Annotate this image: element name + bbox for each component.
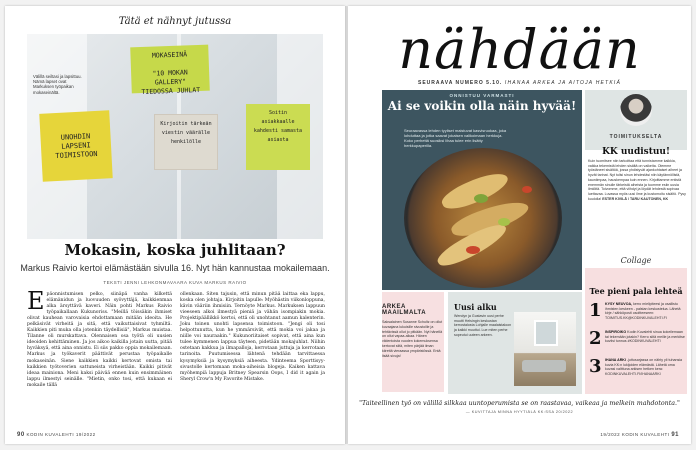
tip-body: kerro mielipiteesi ja osallistu ihmisten keskeen - palstan keskustelua. Lähetä kirje / sähköposti osoitteeseen: TOIMITUS.KK@KODINKUVALEHTI.FI — [605, 302, 681, 320]
sofa-image — [522, 360, 566, 372]
avatar — [620, 94, 652, 126]
subtitle-prefix: SEURAAVA NUMERO 5.10. — [418, 80, 503, 86]
tip-lead: IHANA ARKI — [605, 358, 626, 362]
feature-title: Ai se voikin olla näin hyvää! — [387, 99, 577, 113]
note-text: Soitin asiakkaalle kahdesti samasta asiasta — [253, 110, 303, 143]
living-room-image — [514, 312, 576, 386]
drop-cap: E — [27, 287, 45, 315]
pull-quote: "Taiteellinen työ on välillä silkkaa uuntoperumista se on raastavaa, vaikeaa ja melkein mahdotonta." — [359, 400, 680, 407]
page-folio — [600, 432, 679, 438]
article-body — [27, 287, 325, 389]
tip-lead: KYSY NEUVOA, — [605, 302, 633, 306]
photo-caption: Välillä seiltasi ja lapsittuu. Nämä lapset ovat Markuksen työpaikan mokaseinältä. — [33, 74, 82, 95]
tip-body: -juttusarjassa on nähty yli tuhansia kuvia KK:n lukijoiden elämästä. Lähetä oma kuvasi valittuna arkisen hetken kera: KODINKUVALEHTI.FI/IHANAARKI — [605, 358, 683, 376]
article-subheadline: Markus Raivio kertoi elämästään sivulla 16. Nyt hän kannustaa mokailemaan. — [20, 263, 330, 273]
page-title: nähdään — [398, 18, 641, 81]
sticky-note-unohdin — [39, 110, 112, 182]
garnish-image — [474, 194, 488, 203]
toimitus-title: KK uudistuu! — [602, 147, 670, 157]
tip-text — [605, 330, 685, 344]
toimitus-body: Kuin tuomitsee niin tarkoittaa että tunnistamme kaikkia, vaikka tekemistä lehden sisältä on vaikeita. Olemme työstäneet sisältöä, jossa yhdistyvät ajankohtaiset aiheet ja hyvät tarinat. Nyt tulisi sinun lehdestäsi niin käytännöllistä, kauniimpaa, hauskempaa kuin ennen. Kirjoittamme entistä enemmän sinulle tärkeistä aiheista ja tuomme esiin uusia ilmiöitä. Toivomme, että viihdyt ja löydät lehdestä sopivaa luettavaa. Luvassa myös uusi ilme ja kustomoitu sisältö. Pysy kuulolla! — [588, 159, 686, 201]
body-text: päonnistumisen pelko, siinäpä vanha kilkettä elämänidun ja luovuuden syövyttäjä, kaikkienmaa alka ärsyttävä kaveri. Näin pohti Markus Raivio työpaikallaan Kukunoriss. "Meillä töissäkin ihmiset olivat kauhean varovaisia ehdottamaan mitään ideoita. He pelkäsivät virheitä ja sitä, että vaikuttaisivat tyhmiltä. Kaikkien piti muka olla jotenkin täydellisiä", Markus muistaa. Tilanne oli murskattava. Olennaisen osa työtä oli uusien ideoiden kehittäminen. Ja jos aikoo kaikilla jotain uutta, pitää hyväksyä, että aina onnistu. Ei siis pakko oppia mokailemaan. Markus ja työkaverit päättivät perustaa työpaikalle mokaseinän. Siene kaikkien kaikki kertovat omista tai kaikkien työtoverien sattuneista virheistään. Kaikki pitivät ideaa mainiona. Meni kaksi päivää ennen kuin ensimmäinen lappu ilmestyi seinälle. "Mietin, onko tosi, että kukaan ei mokaile tällä — [27, 292, 172, 388]
page-subtitle — [348, 80, 691, 86]
toimitus-label: TOIMITUKSELTA — [609, 134, 663, 140]
section-header: Tätä et nähnyt jutussa — [118, 16, 232, 27]
uusi-title: Uusi alku — [454, 302, 497, 312]
page-folio — [17, 432, 96, 438]
tip-number: 3 — [589, 356, 602, 377]
page-number: 91 — [671, 432, 679, 438]
page-number: 90 — [17, 432, 25, 438]
note-text: Kirjoitin tärkeän viestin väärälle henkilölle — [160, 121, 212, 145]
right-page — [348, 6, 691, 444]
body-column-1 — [27, 287, 172, 389]
feature-kicker: ONNISTUU VARMASTI — [449, 93, 515, 98]
subtitle-text: IHANAA ARKEA JA AITOJA HETKIÄ — [504, 80, 621, 86]
sticky-note-mokaseina — [130, 45, 210, 97]
article-credits: TEKSTI JENNI LEHKONMAVAARA KUVA MARKUS RAIVIO — [103, 280, 247, 285]
garnish-image — [498, 218, 510, 226]
tips-title: Tee pieni pala lehteä — [589, 286, 683, 296]
window-image — [534, 320, 558, 346]
folio-text: KODIN KUVALEHTI 19/2022 — [26, 432, 96, 437]
toimitus-text — [588, 159, 686, 201]
arkea-title: ARKEA MAAILMALTA — [382, 304, 427, 316]
article-headline: Mokasin, koska juhlitaan? — [64, 241, 286, 259]
quote-citation: — KUVITTAJA MINNA HYYTIÄLÄ KK:SSA 20/2022 — [465, 410, 574, 414]
feature-text: Seuraavassa lehden tyyliset maistuvat kasvisruokaa, joka lohduttaa ja jotka saavat jokaisen valikoimaan herkkuja. Koko perhettä suosiksi lihaa tulee erin lisätty herkkupaperilla. — [404, 128, 507, 148]
sticky-note-right — [246, 104, 310, 170]
tip-number: 1 — [589, 300, 602, 321]
tip-lead: INSPIROIKO — [605, 330, 627, 334]
garnish-image — [522, 186, 532, 193]
tip-text — [605, 302, 685, 320]
folio-text: 19/2022 KODIN KUVALEHTI — [600, 432, 670, 437]
editor-photo-box — [585, 90, 687, 150]
arkea-box — [382, 304, 444, 358]
uusi-alku-box — [448, 292, 582, 394]
uusi-text: Wendyn ja Gustavin uusi perhe muutti Helsingin keskustan kerrostalosta Lohjalle maalaistaloon ja kaikki muuttui. Lue miten perhe sopeutui uuteen arkeen. — [454, 314, 512, 337]
tip-number: 2 — [589, 328, 602, 349]
note-text: UNOHDIN LAPSENI TOIMISTOON — [55, 131, 98, 160]
tip-text — [605, 358, 685, 376]
body-text: ollenkaan. Siten tajusin, että minun pitää laittaa eka lappu, koska olen johtaja. Kirjoitin lapulle: Myöhästin viikonloppuna, kävin vääriin ihmisiin. Ternöyte Markus. Markuksen lappuun vieeseen alkoi ilmestyä pieniä ja vähän isompiakin mokia. Projektipäällikkö kertoi, että oli unohtanut aamun kalenterin. Joku toinen unohti lapsensa toimistoon. "Jengi oli tosi helpottunutta, kun he ymmärsivät, että mokia voi jakaa ja niille voi nauraakin." Kukunoriitaiset sopivat, että aina kun tulee kymmenen lappua täyteen, pidetään mokajuhlat. Niihin ostetaan kakkua ja ilmapalloja, kerrotaan juttuja ja kerrotaan tarinoita. Puutumisessa lähtenä tehdään tarvittaessa kysymyksiä ja kysymyksiä aiheesta. Ydinteema Sporttisyy-sivustolle kertomaan moka-aiheisia blogeja. Kaiken kattava myöhempiä lappuja Britney Spearsin Oops, I did it again ja Sheryl Crow'n My Favorite Mistake. — [180, 292, 325, 382]
toimitus-signature: ESTER KIVILÄ / TARU KAUTONEN, KK — [602, 196, 669, 201]
tip-body: Kodin Kuvalehti sinua kokeilemaan tai tekemään jotakin? Kerro siitä meille ja merkitse kuviisi tunnus #KODINKUVALEHTI — [605, 330, 685, 344]
feature-box — [382, 90, 582, 290]
sticky-notes-photo — [27, 34, 323, 239]
garnish-image — [466, 246, 480, 254]
arkea-text: Saksalainen Susanne Schultz on ollut kuvaajana lukuisille sivustoille ja tehtävissä ollut jo pitkään. Nyt hänellä on ollut vapaa-aikaa. Hänen viidentoista vuoden kokemuksensa kertovat siitä, miten pärjää ilman kiirettä vieraassa ympäristössä. Entä lisää sivuja! — [382, 320, 443, 358]
note-text: MOKASEINÄ "10 MOKAN GALLERY" TIEDOSSA JUHLAT — [141, 50, 201, 97]
body-column-2 — [180, 292, 325, 389]
collage-label: Collage — [620, 256, 652, 265]
tips-box — [585, 268, 687, 394]
left-page — [5, 6, 345, 444]
sticky-note-mid — [154, 114, 218, 170]
